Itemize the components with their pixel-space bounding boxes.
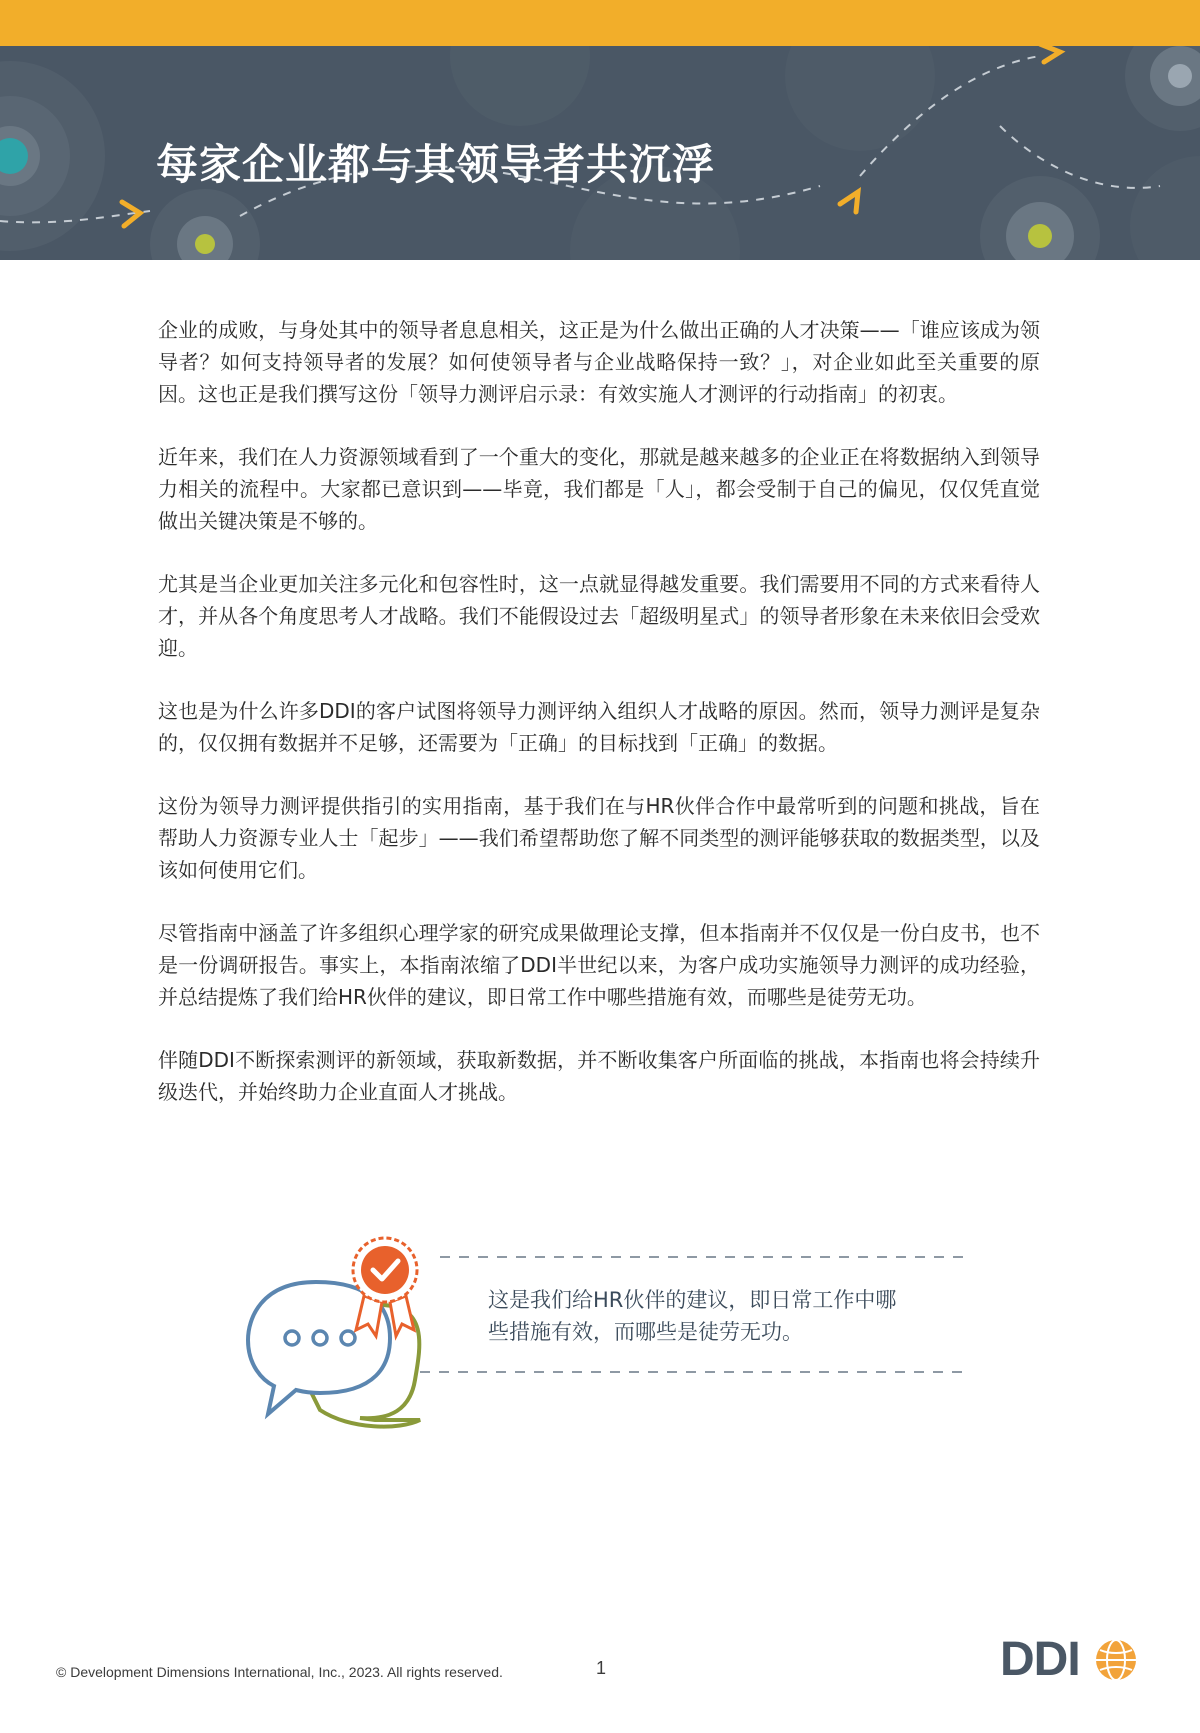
page-number: 1: [596, 1658, 607, 1678]
page-title: 每家企业都与其领导者共沉浮: [156, 140, 716, 189]
paragraph: 近年来，我们在人力资源领域看到了一个重大的变化，那就是越来越多的企业正在将数据纳入到领导力相关的流程中。大家都已意识到——毕竟，我们都是「人」，都会受制于自己的偏见，仅仅凭直觉做出关键决策是不够的。: [158, 445, 1040, 533]
callout-box: [240, 1230, 980, 1430]
ddi-logo: [1000, 1632, 1140, 1688]
callout-text: 这是我们给HR伙伴的建议，即日常工作中哪些措施有效，而哪些是徒劳无功。: [488, 1288, 897, 1344]
paragraph: 这份为领导力测评提供指引的实用指南，基于我们在与HR伙伴合作中最常听到的问题和挑战，旨在帮助人力资源专业人士「起步」——我们希望帮助您了解不同类型的测评能够获取的数据类型，以及该如何使用它们。: [158, 794, 1040, 882]
globe-icon: [1094, 1638, 1138, 1682]
article-body: [158, 314, 1040, 1139]
paragraph: 企业的成败，与身处其中的领导者息息相关，这正是为什么做出正确的人才决策——「谁应该成为领导者？如何支持领导者的发展？如何使领导者与企业战略保持一致？」，对企业如此至关重要的原因。这也正是我们撰写这份「领导力测评启示录：有效实施人才测评的行动指南」的初衷。: [158, 318, 1040, 406]
paragraph: 这也是为什么许多DDI的客户试图将领导力测评纳入组织人才战略的原因。然而，领导力测评是复杂的，仅仅拥有数据并不足够，还需要为「正确」的目标找到「正确」的数据。: [158, 699, 1040, 755]
logo-text: DDI: [1000, 1633, 1080, 1686]
paragraph: 伴随DDI不断探索测评的新领域，获取新数据，并不断收集客户所面临的挑战，本指南也将会持续升级迭代，并始终助力企业直面人才挑战。: [158, 1048, 1040, 1104]
header-banner: [0, 46, 1200, 260]
paragraph: 尽管指南中涵盖了许多组织心理学家的研究成果做理论支撑，但本指南并不仅仅是一份白皮书，也不是一份调研报告。事实上，本指南浓缩了DDI半世纪以来，为客户成功实施领导力测评的成功经验，并总结提炼了我们给HR伙伴的建议，即日常工作中哪些措施有效，而哪些是徒劳无功。: [158, 921, 1040, 1009]
top-accent-strip: [0, 0, 1200, 46]
footer-copyright: © Development Dimensions International, Inc., 2023. All rights reserved.: [56, 1664, 503, 1680]
paragraph: 尤其是当企业更加关注多元化和包容性时，这一点就显得越发重要。我们需要用不同的方式来看待人才，并从各个角度思考人才战略。我们不能假设过去「超级明星式」的领导者形象在未来依旧会受欢迎。: [158, 572, 1040, 660]
